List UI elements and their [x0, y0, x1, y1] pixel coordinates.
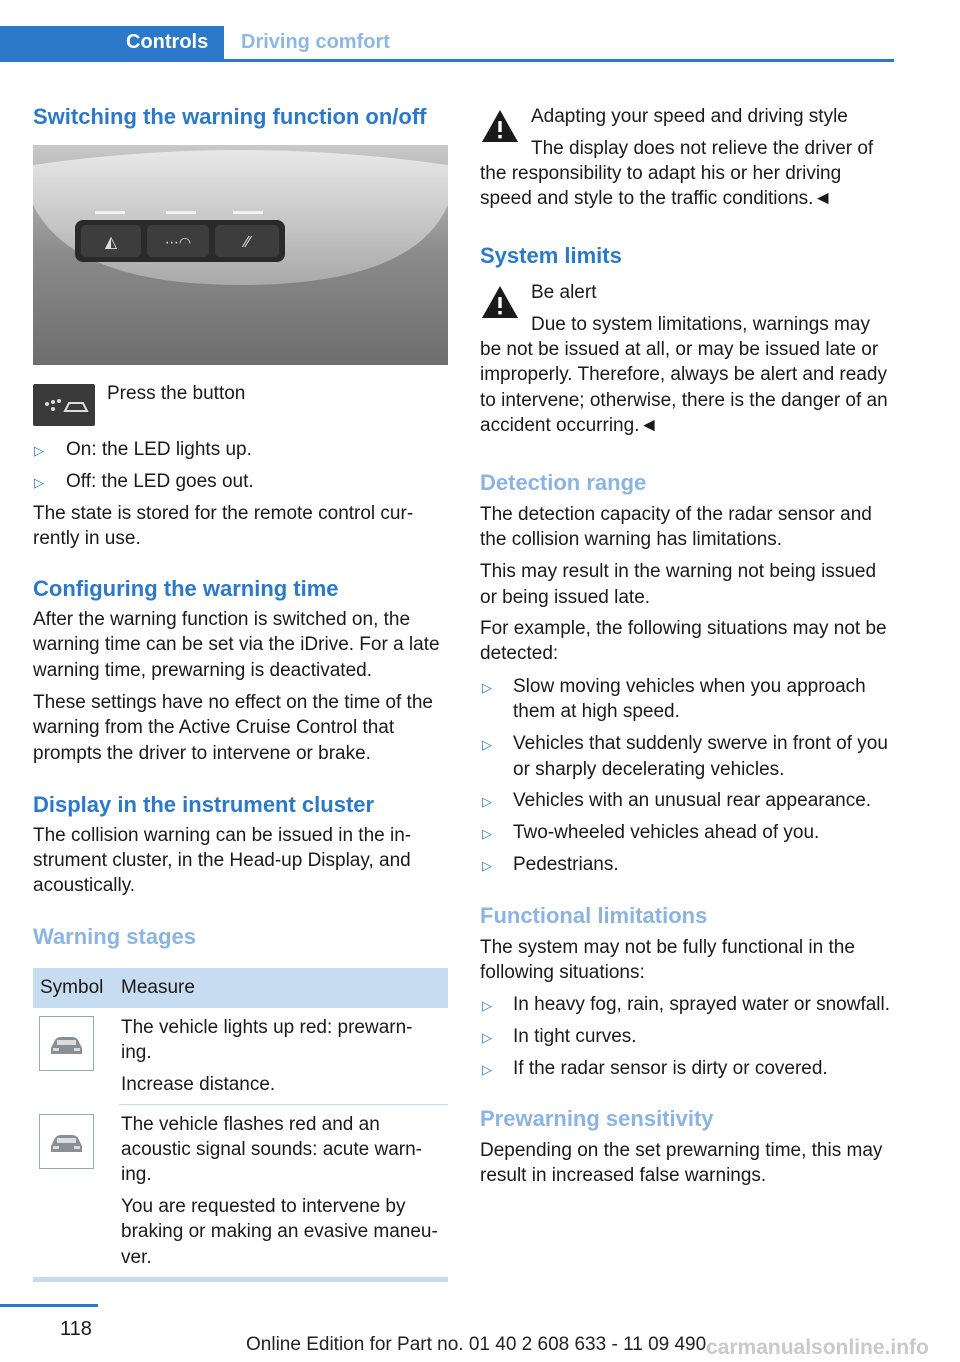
row2-text-l1: The vehicle flashes red and an	[121, 1114, 380, 1135]
display-text-l2: strument cluster, in the Head-up Display, and	[33, 850, 411, 871]
heading-prewarning-sensitivity: Prewarning sensitivity	[480, 1106, 714, 1131]
heading-detection-range: Detection range	[480, 470, 647, 495]
prewarn-l1: Depending on the set prewarning time, this may	[480, 1140, 883, 1161]
bullet-marker-icon: ▷	[482, 737, 492, 752]
bullet-marker-icon: ▷	[34, 475, 44, 490]
warning1-l1: The display does not relieve the driver of	[531, 138, 874, 159]
func-bullet1: In heavy fog, rain, sprayed water or snowfall.	[513, 994, 891, 1015]
svg-text:⁄⁄: ⁄⁄	[244, 233, 250, 251]
settings-text-l2: warning from the Active Cruise Control that	[33, 717, 395, 738]
config-text-l3: warning time, prewarning is deactivated.	[33, 660, 373, 681]
detect-bullet1-l2: them at high speed.	[513, 701, 680, 722]
warning-triangle-icon	[480, 107, 520, 145]
table-row-separator	[119, 1104, 448, 1105]
func-bullet3: If the radar sensor is dirty or covered.	[513, 1058, 828, 1079]
may-l2: or being issued late.	[480, 587, 651, 608]
state-text-l1: The state is stored for the remote control cur‐	[33, 503, 414, 524]
row2-text-l4: You are requested to intervene by	[121, 1196, 406, 1217]
example-l2: detected:	[480, 643, 559, 664]
detect-bullet4: Two-wheeled vehicles ahead of you.	[513, 822, 820, 843]
table-col-measure: Measure	[121, 977, 195, 998]
func-l1: The system may not be fully functional in the	[480, 937, 855, 958]
example-l1: For example, the following situations may not be	[480, 618, 887, 639]
header-rule	[0, 59, 894, 62]
detect-bullet2-l2: or sharply decelerating vehicles.	[513, 759, 785, 780]
detect-bullet5: Pedestrians.	[513, 854, 619, 875]
row1-text-l1: The vehicle lights up red: prewarn‐	[121, 1017, 413, 1038]
warning1-title: Adapting your speed and driving style	[531, 106, 848, 127]
bullet-led-on: On: the LED lights up.	[66, 439, 252, 460]
bullet-marker-icon: ▷	[482, 998, 492, 1013]
detect-bullet1-l1: Slow moving vehicles when you approach	[513, 676, 866, 697]
settings-text-l1: These settings have no effect on the time of the	[33, 692, 433, 713]
warning-triangle-icon	[480, 283, 520, 321]
row1-text-l3: Increase distance.	[121, 1074, 276, 1095]
button-panel-photo	[33, 145, 448, 365]
display-text-l3: acoustically.	[33, 875, 136, 896]
detect-l1: The detection capacity of the radar sensor and	[480, 504, 872, 525]
warning2-title: Be alert	[531, 282, 597, 303]
bullet-led-off: Off: the LED goes out.	[66, 471, 254, 492]
warning2-l4: to intervene; otherwise, there is the danger of an	[480, 390, 888, 411]
func-bullet2: In tight curves.	[513, 1026, 637, 1047]
may-l1: This may result in the warning not being issued	[480, 561, 877, 582]
prewarn-l2: result in increased false warnings.	[480, 1165, 767, 1186]
collision-warning-button-icon	[33, 384, 95, 426]
heading-system-limits: System limits	[480, 243, 622, 268]
warning2-l2: be not be issued at all, or may be issued late or	[480, 339, 879, 360]
bullet-marker-icon: ▷	[482, 1062, 492, 1077]
header-tab-controls[interactable]: Controls	[126, 31, 209, 53]
config-text-l1: After the warning function is switched on, the	[33, 609, 411, 630]
svg-text:⋯◠: ⋯◠	[164, 235, 192, 251]
heading-warning-stages: Warning stages	[33, 924, 196, 949]
bullet-marker-icon: ▷	[482, 794, 492, 809]
row1-text-l2: ing.	[121, 1042, 152, 1063]
footer-rule	[0, 1304, 98, 1307]
warning1-l3: speed and style to the traffic conditions.◄	[480, 188, 833, 209]
row2-text-l2: acoustic signal sounds: acute warn‐	[121, 1139, 422, 1160]
config-text-l2: warning time can be set via the iDrive. For a late	[33, 634, 440, 655]
detect-l2: the collision warning has limitations.	[480, 529, 783, 550]
heading-functional-limitations: Functional limitations	[480, 903, 708, 928]
detect-bullet3: Vehicles with an unusual rear appearance.	[513, 790, 872, 811]
bullet-marker-icon: ▷	[34, 443, 44, 458]
heading-configuring: Configuring the warning time	[33, 576, 339, 601]
table-bottom-rule	[33, 1277, 448, 1282]
row2-text-l6: ver.	[121, 1247, 152, 1268]
bullet-marker-icon: ▷	[482, 1030, 492, 1045]
heading-switching-warning: Switching the warning function on/off	[33, 104, 427, 129]
warning1-l2: the responsibility to adapt his or her driving	[480, 163, 842, 184]
warning2-l1: Due to system limitations, warnings may	[531, 314, 870, 335]
car-acute-warning-icon	[39, 1114, 94, 1169]
svg-text:◭: ◭	[104, 232, 118, 251]
row2-text-l5: braking or making an evasive maneu‐	[121, 1221, 438, 1242]
car-prewarning-icon	[39, 1016, 94, 1071]
heading-display-cluster: Display in the instrument cluster	[33, 792, 375, 817]
table-col-symbol: Symbol	[40, 977, 104, 998]
watermark: carmanualsonline.info	[706, 1336, 929, 1359]
bullet-marker-icon: ▷	[482, 826, 492, 841]
row2-text-l3: ing.	[121, 1164, 152, 1185]
bullet-marker-icon: ▷	[482, 680, 492, 695]
press-button-text: Press the button	[107, 383, 246, 404]
page-number: 118	[60, 1318, 92, 1340]
bullet-marker-icon: ▷	[482, 858, 492, 873]
func-l2: following situations:	[480, 962, 645, 983]
header-section-driving-comfort[interactable]: Driving comfort	[241, 31, 390, 53]
detect-bullet2-l1: Vehicles that suddenly swerve in front of you	[513, 733, 888, 754]
display-text-l1: The collision warning can be issued in the in‐	[33, 825, 412, 846]
warning2-l5: accident occurring.◄	[480, 415, 659, 436]
warning2-l3: improperly. Therefore, always be alert and ready	[480, 364, 887, 385]
footer-edition: Online Edition for Part no. 01 40 2 608 633 - 11 09 490	[246, 1334, 707, 1355]
state-text-l2: rently in use.	[33, 528, 141, 549]
settings-text-l3: prompts the driver to intervene or brake.	[33, 743, 371, 764]
